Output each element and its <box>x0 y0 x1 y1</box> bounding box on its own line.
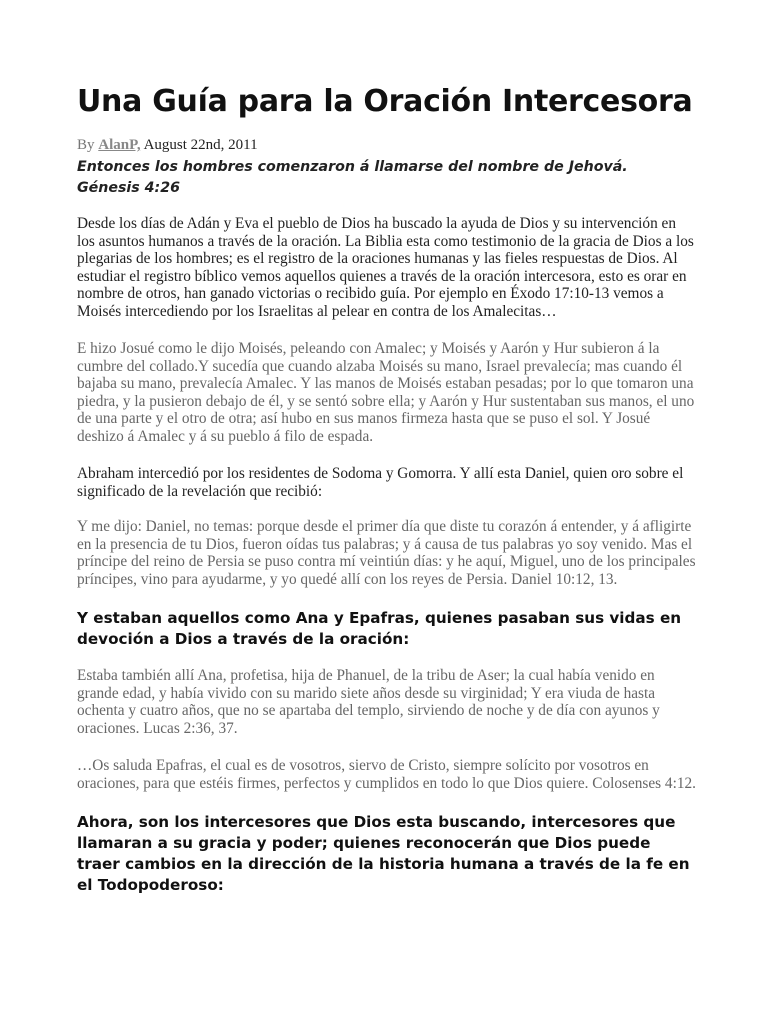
byline-prefix: By <box>77 137 95 153</box>
author-link[interactable]: AlanP, <box>98 137 141 153</box>
verse-intro: Entonces los hombres comenzaron á llamarse del nombre de Jehová. Génesis 4:26 <box>77 159 628 196</box>
quote-colosenses: …Os saluda Epafras, el cual es de vosotros, siervo de Cristo, siempre solícito por vosotros en oraciones, para que estéis firmes, perfectos y cumplidos en todo lo que Dios quiere. Colosenses 4:12. <box>77 757 696 792</box>
article-title: Una Guía para la Oración Intercesora <box>77 84 693 119</box>
quote-lucas: Estaba también allí Ana, profetisa, hija de Phanuel, de la tribu de Aser; la cual había venido en grande edad, y había vivido con su marido siete años desde su virginidad; Y era viuda de hasta ochenta y cuatro años, que no se apartaba del templo, sirviendo de noche y de día con ayunos y oraciones. Lucas 2:36, 37. <box>77 667 660 737</box>
byline <box>77 137 258 154</box>
publish-date: August 22nd, 2011 <box>143 137 258 153</box>
quote-daniel: Y me dijo: Daniel, no temas: porque desde el primer día que diste tu corazón á entender, y á afligirte en la presencia de tu Dios, fueron oídas tus palabras; y á causa de tus palabras yo soy venido. Mas el príncipe del reino de Persia se puso contra mí veintiún días: y he aquí, Miguel, uno de los principales príncipes, vino para ayudarme, y yo quedé allí con los reyes de Persia. Daniel 10:12, 13. <box>77 518 696 588</box>
quote-exodus: E hizo Josué como le dijo Moisés, peleando con Amalec; y Moisés y Aarón y Hur subieron á la cumbre del collado.Y sucedía que cuando alzaba Moisés su mano, Israel prevalecía; mas cuando él bajaba su mano, prevalecía Amalec. Y las manos de Moisés estaban pesadas; por lo que tomaron una piedra, y la pusieron debajo de él, y se sentó sobre ella; y Aarón y Hur sustentaban sus manos, el uno de una parte y el otro de otra; así hubo en sus manos firmeza hasta que se puso el sol. Y Josué deshizo á Amalec y á su pueblo á filo de espada. <box>77 340 695 445</box>
paragraph-intro: Desde los días de Adán y Eva el pueblo de Dios ha buscado la ayuda de Dios y su intervención en los asuntos humanos a través de la oración. La Biblia esta como testimonio de la gracia de Dios a los plegarias de los hombres; es el registro de la oraciones humanas y las fieles respuestas de Dios. Al estudiar el registro bíblico vemos aquellos quienes a través de la oración intercesora, esto es orar en nombre de otros, han ganado victorias o recibido guía. Por ejemplo en Éxodo 17:10-13 vemos a Moisés intercediendo por los Israelitas al pelear en contra de los Amalecitas… <box>77 215 694 320</box>
paragraph-abraham: Abraham intercedió por los residentes de Sodoma y Gomorra. Y allí esta Daniel, quien oro sobre el significado de la revelación que recibió: <box>77 465 684 500</box>
heading-intercesores: Ahora, son los intercesores que Dios esta buscando, intercesores que llamaran a su gracia y poder; quienes reconocerán que Dios puede traer cambios en la dirección de la historia humana a través de la fe en el Todopoderoso: <box>77 813 690 894</box>
heading-ana-epafras: Y estaban aquellos como Ana y Epafras, quienes pasaban sus vidas en devoción a Dios a través de la oración: <box>77 609 682 648</box>
